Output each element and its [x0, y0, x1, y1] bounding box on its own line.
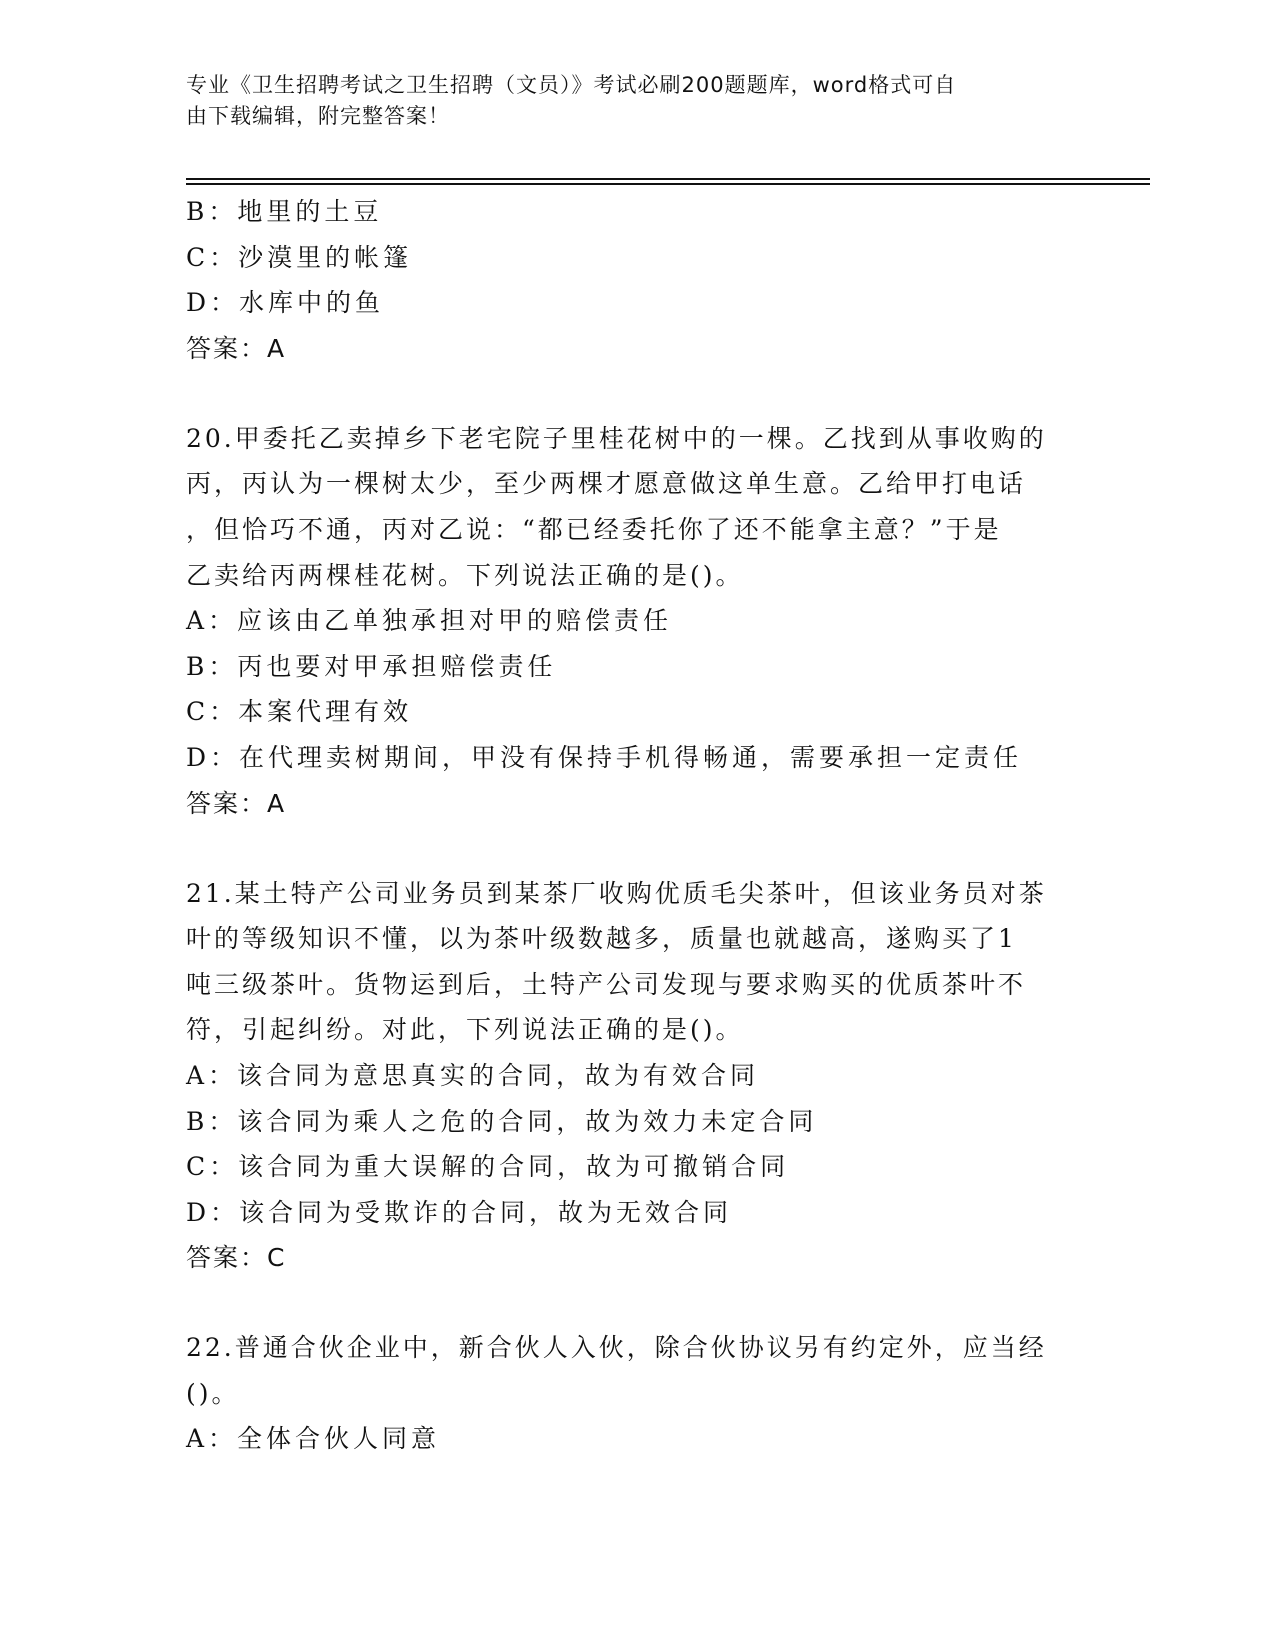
question-text — [186, 1325, 1086, 1416]
document-header — [186, 70, 1086, 132]
spacer — [186, 1281, 1086, 1325]
question-text — [186, 416, 1086, 598]
option-d: D：在代理卖树期间，甲没有保持手机得畅通，需要承担一定责任 — [186, 742, 1023, 772]
question-line: 20.甲委托乙卖掉乡下老宅院子里桂花树中的一棵。乙找到从事收购的 — [186, 423, 1047, 453]
answer-line: 答案：A — [186, 788, 287, 818]
question-21 — [186, 871, 1086, 1282]
question-line: 22.普通合伙企业中，新合伙人入伙，除合伙协议另有约定外，应当经 — [186, 1333, 1047, 1363]
question-line: 符，引起纠纷。对此，下列说法正确的是()。 — [186, 1015, 744, 1045]
option-b: B：该合同为乘人之危的合同，故为效力未定合同 — [186, 1106, 818, 1136]
document-body — [186, 189, 1086, 1462]
header-divider-top — [186, 178, 1150, 180]
question-22 — [186, 1325, 1086, 1462]
option-d: D：该合同为受欺诈的合同，故为无效合同 — [186, 1197, 733, 1227]
header-divider-bottom — [186, 183, 1150, 185]
option-a: A：该合同为意思真实的合同，故为有效合同 — [186, 1060, 760, 1090]
question-continuation — [186, 189, 1086, 372]
option-c: C：沙漠里的帐篷 — [186, 242, 413, 272]
question-20 — [186, 416, 1086, 827]
option-b: B：地里的土豆 — [186, 197, 383, 226]
question-line: ，但恰巧不通，丙对乙说：“都已经委托你了还不能拿主意？”于是 — [186, 514, 1002, 544]
option-a: A：应该由乙单独承担对甲的赔偿责任 — [186, 606, 673, 636]
option-c: C：本案代理有效 — [186, 697, 413, 727]
question-line: ()。 — [186, 1378, 240, 1408]
question-line: 叶的等级知识不懂，以为茶叶级数越多，质量也就越高，遂购买了1 — [186, 924, 1017, 954]
spacer — [186, 372, 1086, 416]
option-b: B：丙也要对甲承担赔偿责任 — [186, 651, 557, 681]
question-line: 乙卖给丙两棵桂花树。下列说法正确的是()。 — [186, 560, 744, 590]
header-line-2: 由下载编辑，附完整答案！ — [186, 104, 450, 128]
option-c: C：该合同为重大误解的合同，故为可撤销合同 — [186, 1152, 790, 1182]
option-d: D：水库中的鱼 — [186, 288, 385, 318]
spacer — [186, 827, 1086, 871]
answer-line: 答案：A — [186, 333, 287, 363]
question-text — [186, 871, 1086, 1053]
option-a: A：全体合伙人同意 — [186, 1424, 441, 1454]
header-line-1: 专业《卫生招聘考试之卫生招聘（文员）》考试必刷200题题库，word格式可自 — [186, 73, 957, 97]
question-line: 丙，丙认为一棵树太少，至少两棵才愿意做这单生意。乙给甲打电话 — [186, 469, 1027, 499]
question-line: 吨三级茶叶。货物运到后，土特产公司发现与要求购买的优质茶叶不 — [186, 969, 1027, 999]
question-line: 21.某土特产公司业务员到某茶厂收购优质毛尖茶叶，但该业务员对茶 — [186, 878, 1047, 908]
answer-line: 答案：C — [186, 1243, 287, 1273]
